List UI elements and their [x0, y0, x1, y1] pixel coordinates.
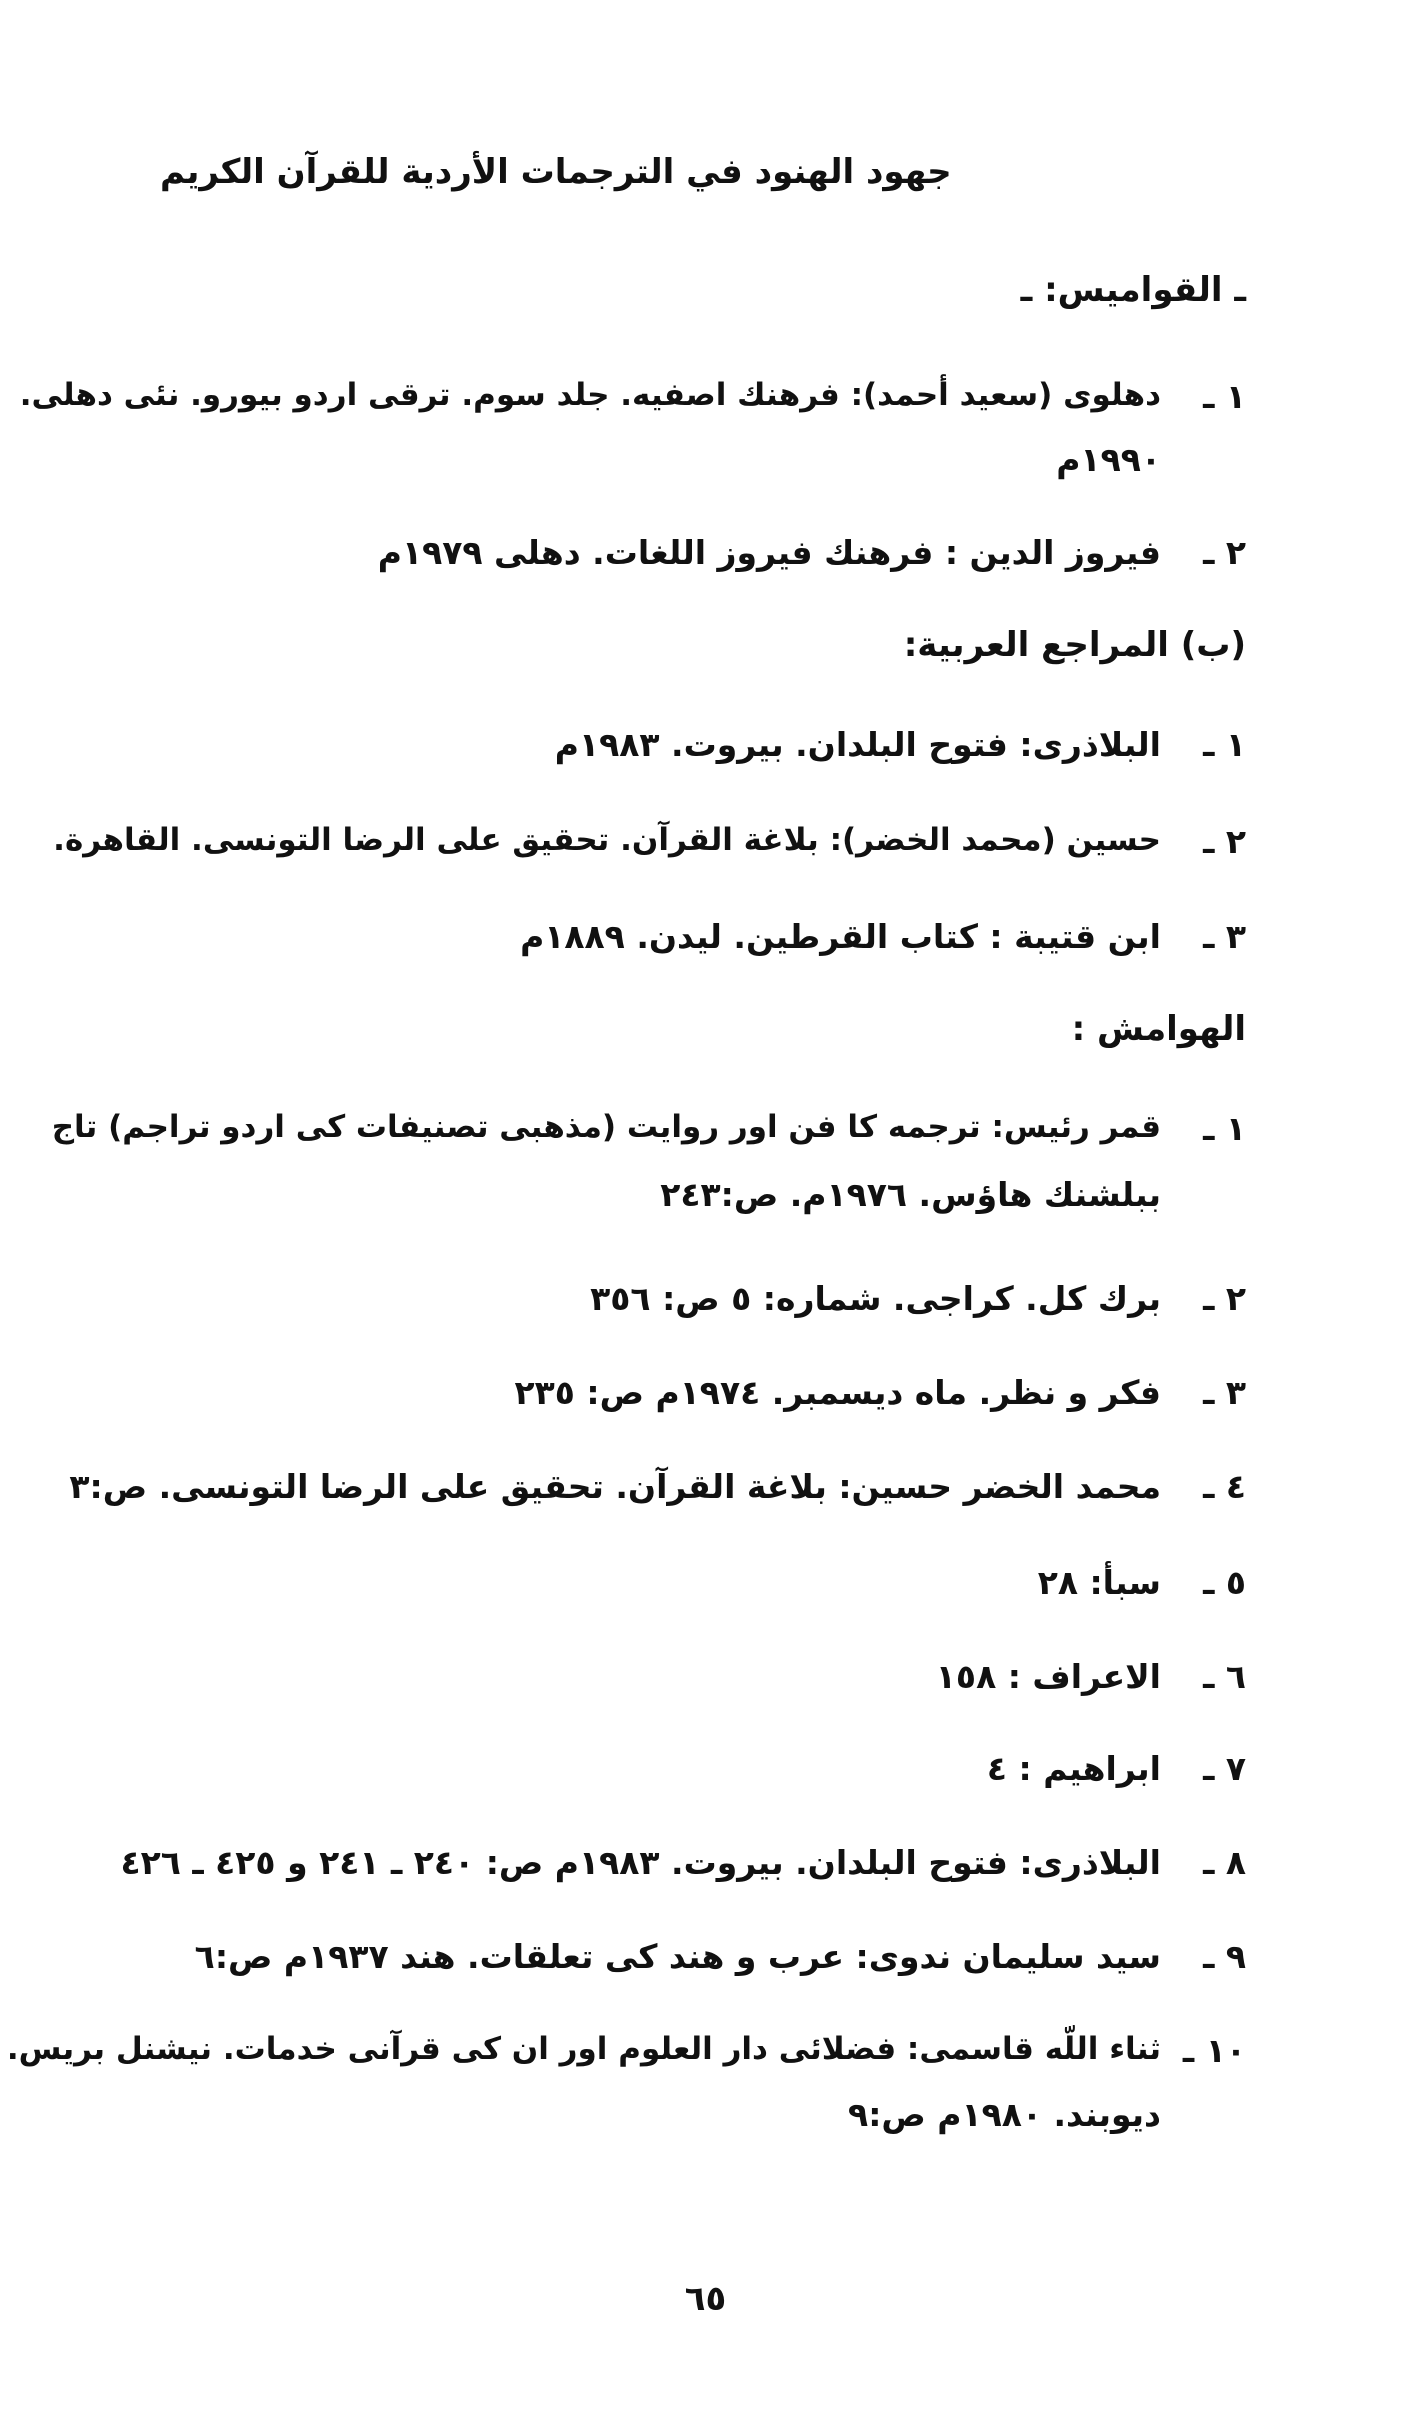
entry-text: سبأ: ٢٨: [1037, 1563, 1161, 1602]
entry-text: ثناء اللّه قاسمى: فضلائى دار العلوم اور ان كى قرآنى خدمات. نيشنل بريس.: [6, 2031, 1161, 2067]
entry-text: فيروز الدين : فرهنك فيروز اللغات. دهلى ١٩٧٩م: [377, 533, 1161, 572]
entry-number: ٢ ـ: [1203, 1279, 1246, 1318]
entry-text-continuation: ببلشنك هاؤس. ١٩٧٦م. ص:٢٤٣: [660, 1175, 1161, 1214]
entry-text-continuation: ١٩٩٠م: [1056, 440, 1161, 479]
section-heading-footnotes: الهوامش :: [1071, 1009, 1246, 1049]
entry-number: ٣ ـ: [1203, 1373, 1246, 1412]
entry-text: البلاذرى: فتوح البلدان. بيروت. ١٩٨٣م: [554, 725, 1161, 764]
entry-text: محمد الخضر حسين: بلاغة القرآن. تحقيق على الرضا التونسى. ص:٣: [69, 1467, 1161, 1506]
entry-number: ١ ـ: [1203, 377, 1246, 416]
entry-text: برك كل. كراجى. شماره: ٥ ص: ٣٥٦: [590, 1279, 1161, 1318]
entry-number: ٢ ـ: [1203, 822, 1246, 861]
entry-number: ١٠ ـ: [1182, 2031, 1246, 2070]
entry-text: ابراهيم : ٤: [986, 1749, 1161, 1788]
entry-number: ٨ ـ: [1203, 1843, 1246, 1882]
entry-text: الاعراف : ١٥٨: [935, 1657, 1161, 1696]
entry-text: سيد سليمان ندوى: عرب و هند كى تعلقات. هند ١٩٣٧م ص:٦: [194, 1937, 1161, 1976]
entry-text: ابن قتيبة : كتاب القرطين. ليدن. ١٨٨٩م: [520, 917, 1161, 956]
entry-number: ٤ ـ: [1203, 1467, 1246, 1506]
entry-text: دهلوى (سعيد أحمد): فرهنك اصفيه. جلد سوم. ترقى اردو بيورو. نئى دهلى.: [19, 377, 1161, 413]
entry-text: حسين (محمد الخضر): بلاغة القرآن. تحقيق على الرضا التونسى. القاهرة.: [53, 822, 1161, 858]
entry-number: ٣ ـ: [1203, 917, 1246, 956]
running-head: جهود الهنود في الترجمات الأردية للقرآن الكريم: [160, 152, 952, 192]
entry-text: البلاذرى: فتوح البلدان. بيروت. ١٩٨٣م ص: ٢٤٠ ـ ٢٤١ و ٤٢٥ ـ ٤٢٦: [120, 1843, 1161, 1882]
entry-number: ١ ـ: [1203, 1109, 1246, 1148]
entry-number: ٥ ـ: [1203, 1563, 1246, 1602]
entry-text: قمر رئيس: ترجمه كا فن اور روايت (مذهبى تصنيفات كى اردو تراجم) تاج: [51, 1109, 1161, 1145]
entry-number: ١ ـ: [1203, 725, 1246, 764]
section-heading-dictionaries: ـ القواميس: ـ: [1020, 270, 1246, 310]
entry-number: ٢ ـ: [1203, 533, 1246, 572]
section-heading-arabic-references: (ب) المراجع العربية:: [903, 625, 1246, 665]
entry-number: ٦ ـ: [1203, 1657, 1246, 1696]
entry-text-continuation: ديوبند. ١٩٨٠م ص:٩: [848, 2095, 1161, 2134]
entry-number: ٧ ـ: [1203, 1749, 1246, 1788]
entry-text: فكر و نظر. ماه ديسمبر. ١٩٧٤م ص: ٢٣٥: [514, 1373, 1161, 1412]
page-number: ٦٥: [684, 2279, 727, 2319]
entry-number: ٩ ـ: [1203, 1937, 1246, 1976]
